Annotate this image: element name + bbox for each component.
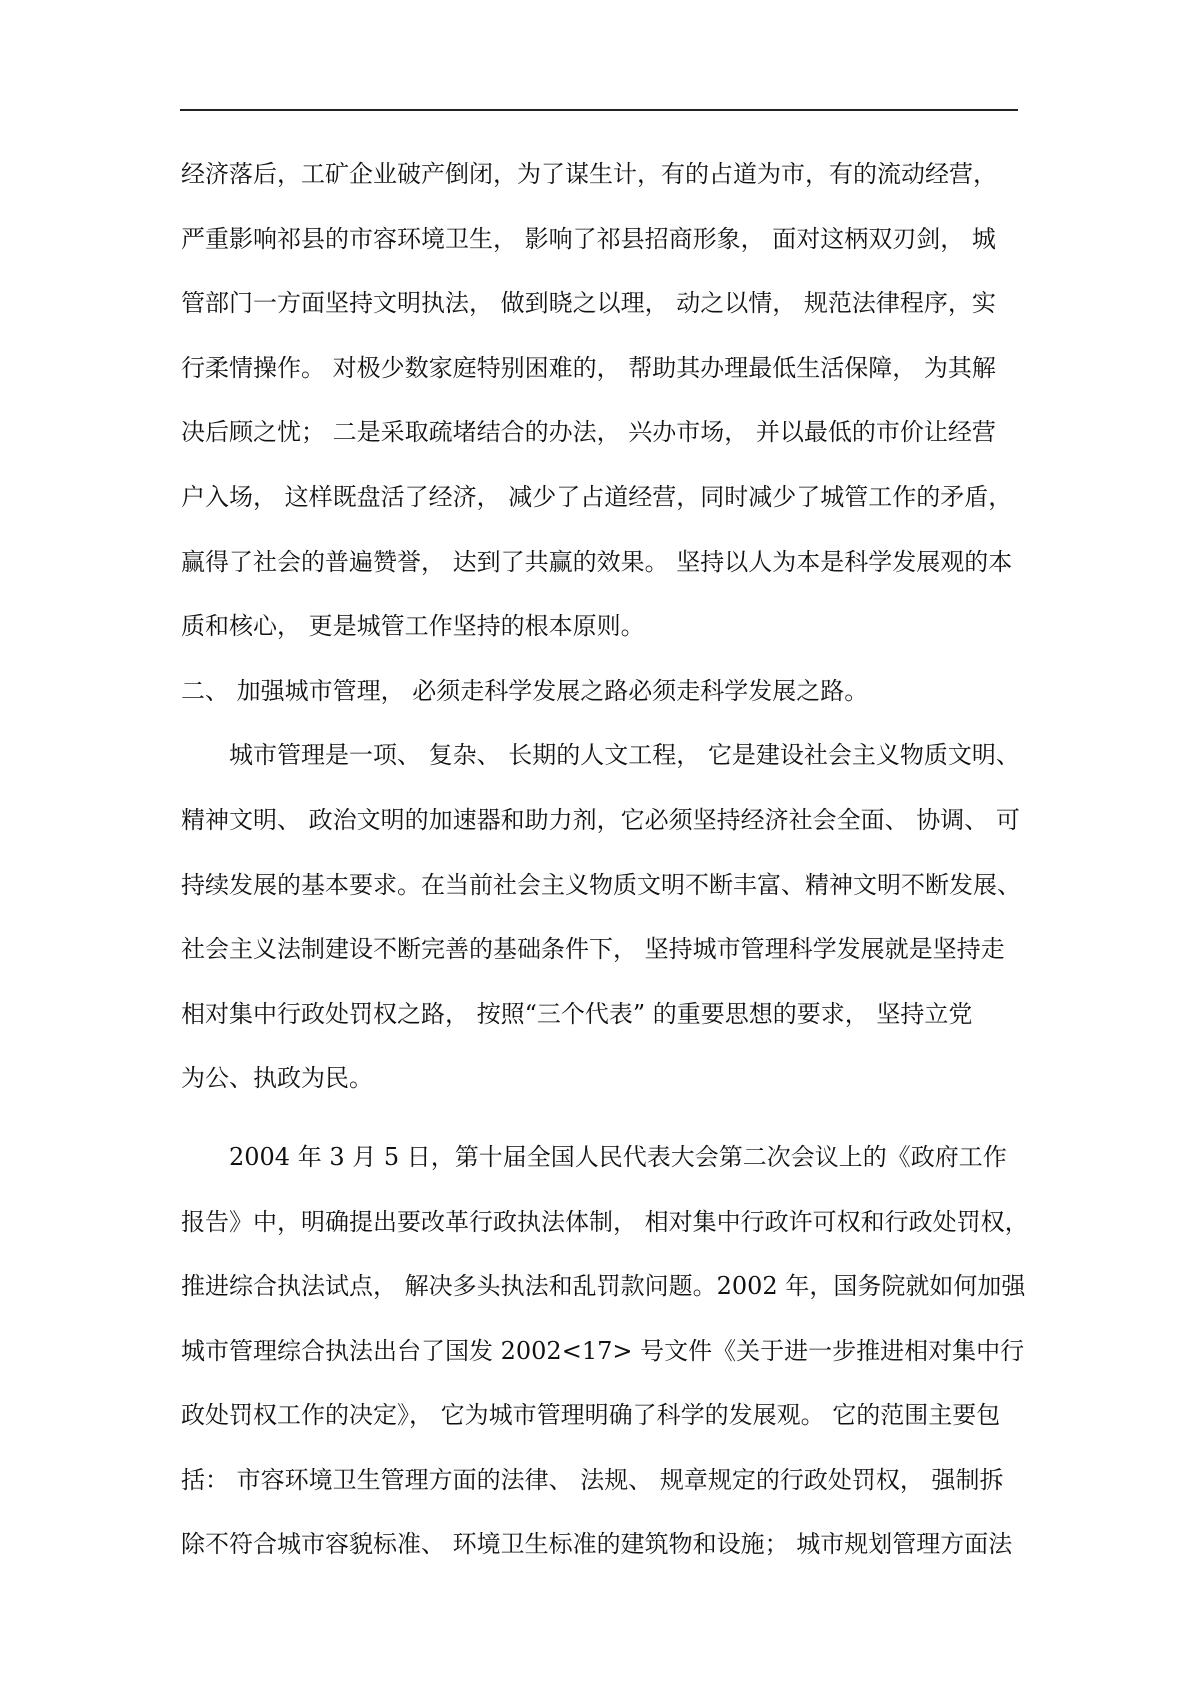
text-line: 推进综合执法试点， 解决多头执法和乱罚款问题。2002 年，国务院就如何加强	[181, 1272, 1026, 1301]
text-line: 严重影响祁县的市容环境卫生， 影响了祁县招商形象， 面对这柄双刃剑， 城	[181, 224, 996, 253]
text-line: 质和核心， 更是城管工作坚持的根本原则。	[181, 612, 645, 641]
text-line: 管部门一方面坚持文明执法， 做到晓之以理， 动之以情， 规范法律程序，实	[181, 289, 996, 318]
text-line: 除不符合城市容貌标准、 环境卫生标准的建筑物和设施； 城市规划管理方面法	[181, 1530, 1013, 1559]
paragraph-first-line: 城市管理是一项、 复杂、 长期的人文工程， 它是建设社会主义物质文明、	[229, 741, 1020, 770]
text-line: 经济落后，工矿企业破产倒闭，为了谋生计，有的占道为市，有的流动经营，	[181, 160, 997, 188]
text-line: 户入场， 这样既盘活了经济， 减少了占道经营，同时减少了城管工作的矛盾，	[181, 482, 1013, 511]
header-rule	[180, 109, 1018, 111]
text-line: 相对集中行政处罚权之路， 按照“三个代表” 的重要思想的要求， 坚持立党	[181, 999, 973, 1028]
text-line: 城市管理综合执法出台了国发 2002<17> 号文件《关于进一步推进相对集中行	[181, 1336, 1025, 1365]
text-line: 政处罚权工作的决定》， 它为城市管理明确了科学的发展观。 它的范围主要包	[181, 1401, 1001, 1430]
text-line: 为公、执政为民。	[181, 1064, 373, 1093]
body-text	[181, 151, 1029, 1586]
text-line: 精神文明、 政治文明的加速器和助力剂，它必须坚持经济社会全面、 协调、 可	[181, 805, 1020, 834]
text-line: 括： 市容环境卫生管理方面的法律、 法规、 规章规定的行政处罚权， 强制拆	[181, 1465, 1004, 1494]
text-line: 行柔情操作。 对极少数家庭特别困难的， 帮助其办理最低生活保障， 为其解	[181, 353, 996, 382]
section-heading: 二、 加强城市管理， 必须走科学发展之路必须走科学发展之路。	[181, 676, 869, 705]
text-line: 报告》中，明确提出要改革行政执法体制， 相对集中行政许可权和行政处罚权，	[181, 1207, 1029, 1236]
text-line: 持续发展的基本要求。在当前社会主义物质文明不断丰富、精神文明不断发展、	[181, 870, 1021, 899]
text-line: 决后顾之忧； 二是采取疏堵结合的办法， 兴办市场， 并以最低的市价让经营	[181, 418, 996, 447]
text-line: 社会主义法制建设不断完善的基础条件下， 坚持城市管理科学发展就是坚持走	[181, 935, 1005, 964]
paragraph-first-line: 2004 年 3 月 5 日，第十届全国人民代表大会第二次会议上的《政府工作	[229, 1142, 1007, 1171]
text-line: 赢得了社会的普遍赞誉， 达到了共赢的效果。 坚持以人为本是科学发展观的本	[181, 547, 1013, 576]
